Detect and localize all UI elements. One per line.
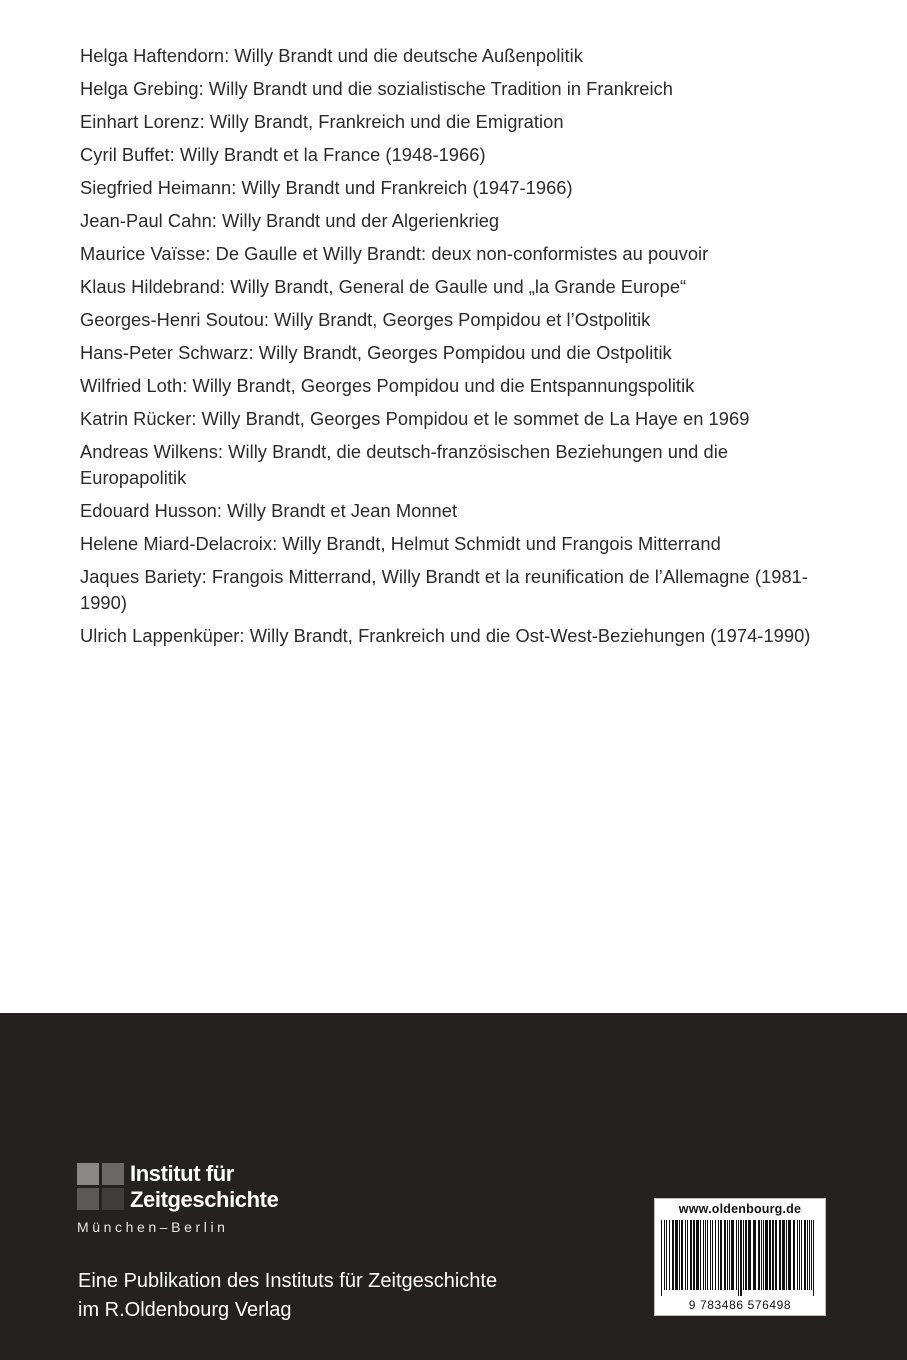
barcode-bar [758, 1220, 760, 1290]
barcode-bar [765, 1220, 768, 1290]
contents-item: Ulrich Lappenküper: Willy Brandt, Frankreich und die Ost-West-Beziehungen (1974-1990) [80, 625, 811, 646]
contents-item: Cyril Buffet: Willy Brandt et la France (1948-1966) [80, 144, 486, 165]
barcode-bar [687, 1220, 688, 1290]
barcode-bar [801, 1220, 802, 1290]
barcode-bar [707, 1220, 708, 1290]
institute-logo [77, 1163, 297, 1243]
barcode-bar [782, 1220, 785, 1290]
barcode-bar [745, 1220, 747, 1290]
barcode-bar [807, 1220, 808, 1290]
contents-item: Edouard Husson: Willy Brandt et Jean Monnet [80, 500, 458, 521]
barcode-bar [813, 1220, 814, 1296]
barcode-bar [693, 1220, 695, 1290]
publisher-url: www.oldenbourg.de [678, 1202, 802, 1216]
barcode-bar [690, 1220, 692, 1290]
barcode-bar [661, 1220, 662, 1296]
logo-square-icon [77, 1188, 99, 1210]
barcode [654, 1198, 826, 1316]
barcode-bar [769, 1220, 771, 1290]
barcode-bar [675, 1220, 678, 1290]
contents-item: Wilfried Loth: Willy Brandt, Georges Pompidou und die Entspannungspolitik [80, 375, 695, 396]
barcode-bar [811, 1220, 812, 1290]
contents-item: Andreas Wilkens: Willy Brandt, die deutsch-französischen Beziehungen und die Europapolitik [80, 441, 729, 488]
barcode-bar [763, 1220, 764, 1290]
barcode-bar [700, 1220, 701, 1290]
barcode-bar [703, 1220, 704, 1290]
contents-item: Hans-Peter Schwarz: Willy Brandt, Georges Pompidou und die Ostpolitik [80, 342, 672, 363]
contents-item: Helga Grebing: Willy Brandt und die sozialistische Tradition in Frankreich [80, 78, 674, 99]
barcode-bar [715, 1220, 716, 1290]
contents-item: Georges-Henri Soutou: Willy Brandt, Georges Pompidou et l’Ostpolitik [80, 309, 651, 330]
isbn-number: 9 783486 576498 [688, 1298, 792, 1312]
contents-item: Jaques Bariety: Frangois Mitterrand, Willy Brandt et la reunification de l’Allemagne (1981-1990) [80, 566, 809, 613]
barcode-bar [740, 1220, 742, 1296]
publication-note [78, 1267, 497, 1325]
barcode-bar [666, 1220, 667, 1290]
barcode-bar [761, 1220, 762, 1290]
barcode-bar [712, 1220, 713, 1290]
logo-line-2: Zeitgeschichte [130, 1187, 279, 1212]
barcode-bar [718, 1220, 719, 1290]
logo-city: München–Berlin [77, 1219, 229, 1235]
barcode-bar [809, 1220, 810, 1290]
logo-line-1: Institut für [130, 1161, 234, 1186]
barcode-bar [685, 1220, 686, 1290]
barcode-bar [786, 1220, 787, 1290]
barcode-bar [779, 1220, 781, 1290]
logo-square-icon [77, 1163, 99, 1185]
barcode-bar [799, 1220, 800, 1290]
barcode-bar [696, 1220, 699, 1290]
barcode-bar [727, 1220, 728, 1290]
contents-item: Maurice Vaïsse: De Gaulle et Willy Brandt: deux non-conformistes au pouvoir [80, 243, 709, 264]
contents-item: Einhart Lorenz: Willy Brandt, Frankreich und die Emigration [80, 111, 564, 132]
barcode-bar [738, 1220, 739, 1296]
barcode-bar [672, 1220, 674, 1290]
contents-item: Klaus Hildebrand: Willy Brandt, General de Gaulle und „la Grande Europe“ [80, 276, 687, 297]
logo-square-icon [102, 1163, 124, 1185]
barcode-bar [788, 1220, 791, 1290]
contents-item: Siegfried Heimann: Willy Brandt und Frankreich (1947-1966) [80, 177, 573, 198]
barcode-bars-icon [660, 1220, 820, 1296]
barcode-bar [731, 1220, 734, 1290]
barcode-bar [720, 1220, 722, 1290]
barcode-bar [705, 1220, 706, 1290]
publication-line-1: Eine Publikation des Instituts für Zeitgeschichte [78, 1270, 498, 1292]
barcode-bar [797, 1220, 798, 1290]
barcode-bar [775, 1220, 777, 1290]
contents-item: Helene Miard-Delacroix: Willy Brandt, Helmut Schmidt und Frangois Mitterrand [80, 533, 721, 554]
logo-square-icon [102, 1188, 124, 1210]
barcode-bar [679, 1220, 680, 1290]
barcode-bar [710, 1220, 711, 1290]
contents-item: Jean-Paul Cahn: Willy Brandt und der Algerienkrieg [80, 210, 500, 231]
contents-list [80, 43, 840, 656]
barcode-bar [793, 1220, 795, 1290]
barcode-bar [724, 1220, 726, 1290]
contents-item: Helga Haftendorn: Willy Brandt und die deutsche Außenpolitik [80, 45, 583, 66]
barcode-bar [729, 1220, 730, 1290]
barcode-bar [753, 1220, 756, 1290]
publication-line-2: im R.Oldenbourg Verlag [78, 1299, 292, 1321]
barcode-bar [736, 1220, 737, 1290]
barcode-bar [669, 1220, 670, 1290]
barcode-bar [772, 1220, 774, 1290]
footer-band [0, 1013, 907, 1360]
barcode-bar [681, 1220, 683, 1290]
barcode-bar [664, 1220, 665, 1290]
barcode-bar [748, 1220, 751, 1290]
barcode-bar [804, 1220, 806, 1290]
barcode-bar [743, 1220, 744, 1290]
contents-item: Katrin Rücker: Willy Brandt, Georges Pompidou et le sommet de La Haye en 1969 [80, 408, 750, 429]
